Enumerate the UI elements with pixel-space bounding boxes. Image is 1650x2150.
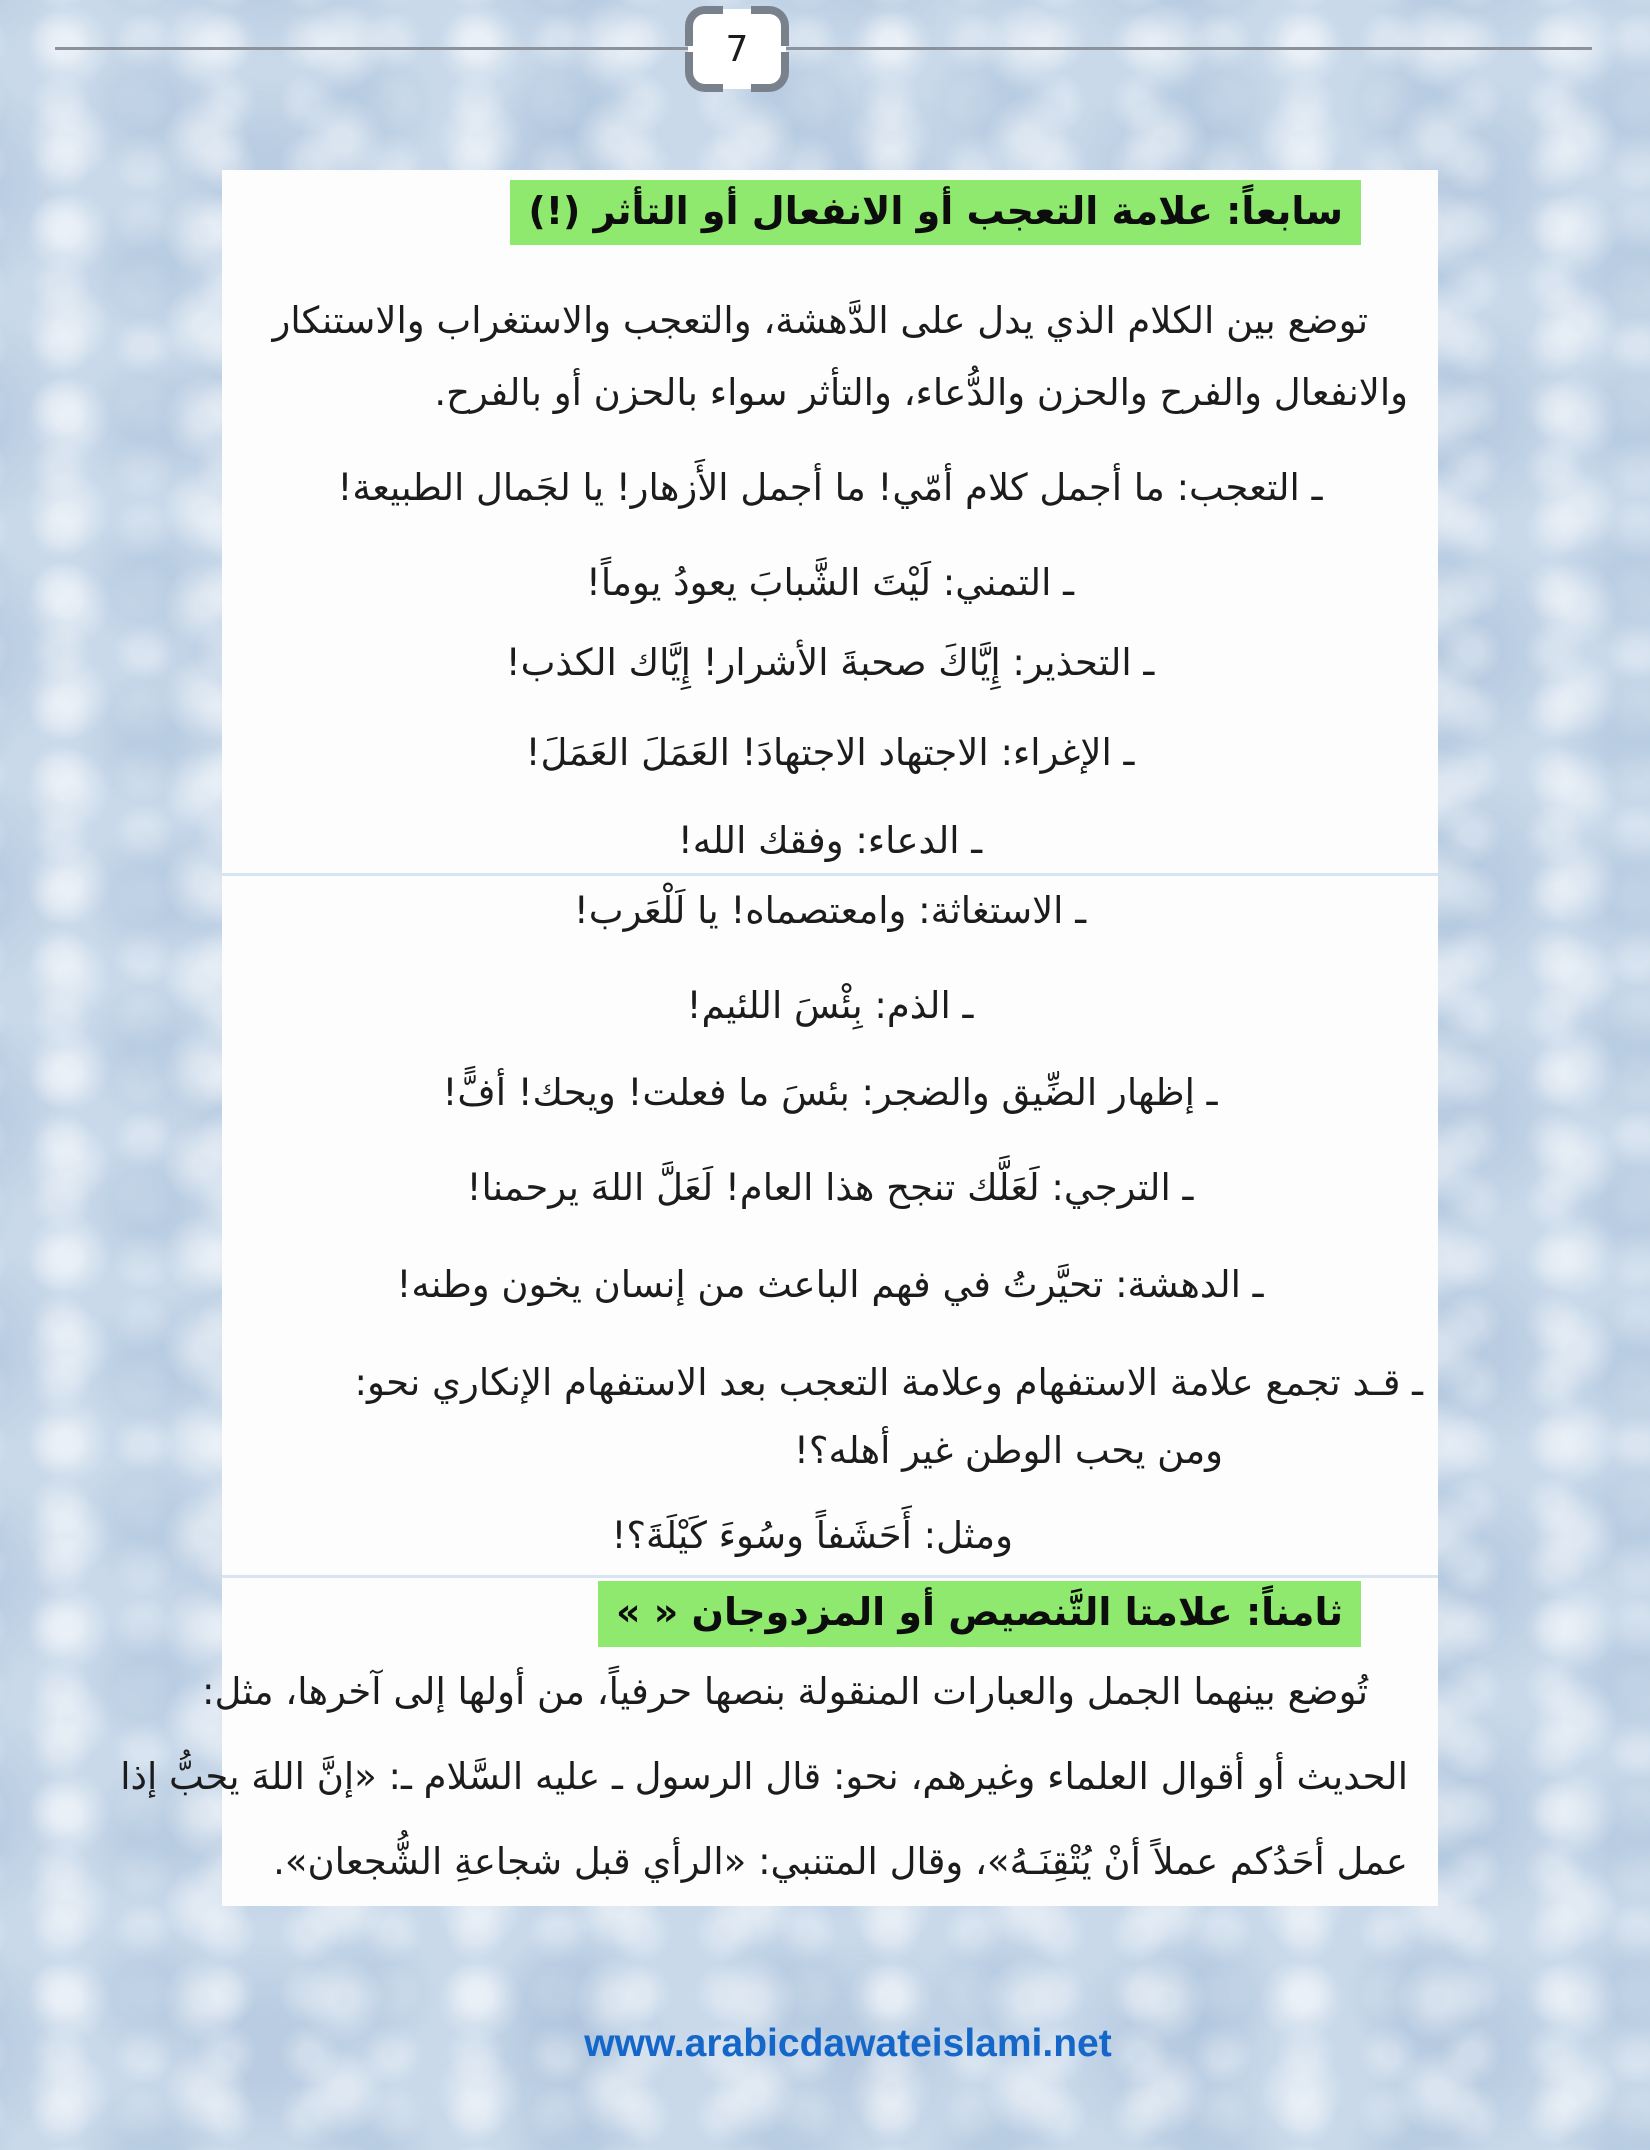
- intro-line: توضع بين الكلام الذي يدل على الدَّهشة، والتعجب والاستغراب والاستنكار: [272, 299, 1368, 343]
- bracket-corner-icon: [751, 52, 789, 92]
- page-number-box: [688, 9, 786, 89]
- example-line-tarajji: ـ الترجي: لَعَلَّك تنجح هذا العام! لَعَلَّ اللهَ يرحمنا!: [466, 1166, 1194, 1210]
- section7-heading: سابعاً: علامة التعجب أو الانفعال أو التأثر (!): [510, 180, 1361, 245]
- bracket-corner-icon: [751, 6, 789, 46]
- top-rule: [55, 47, 1592, 50]
- intro-line: والانفعال والفرح والحزن والدُّعاء، والتأثر سواء بالحزن أو بالفرح.: [434, 371, 1408, 415]
- example-line-duaa: ـ الدعاء: وفقك الله!: [677, 819, 983, 863]
- example-line-taajjub: ـ التعجب: ما أجمل كلام أمّي! ما أجمل الأَزهار! يا لجَمال الطبيعة!: [337, 466, 1323, 510]
- section8-body-line: الحديث أو أقوال العلماء وغيرهم، نحو: قال الرسول ـ عليه السَّلام ـ: «إنَّ اللهَ يحبُّ إذا: [120, 1754, 1408, 1798]
- note-example-line: ومن يحب الوطن غير أهله؟!: [794, 1429, 1223, 1473]
- example-line-dayq: ـ إظهار الضِّيق والضجر: بئسَ ما فعلت! ويحك! أفًّ!: [442, 1071, 1218, 1115]
- note-line: ـ قـد تجمع علامة الاستفهام وعلامة التعجب بعد الاستفهام الإنكاري نحو:: [354, 1361, 1423, 1405]
- note-example-line: ومثل: أَحَشَفاً وسُوءَ كَيْلَةَ؟!: [611, 1514, 1013, 1558]
- example-line-tamanni: ـ التمني: لَيْتَ الشَّبابَ يعودُ يوماً!: [586, 561, 1074, 605]
- page-number: 7: [725, 28, 749, 70]
- footer-url: www.arabicdawateislami.net: [584, 2022, 1112, 2065]
- example-line-ighraa: ـ الإغراء: الاجتهاد الاجتهادَ! العَمَلَ العَمَلَ!: [525, 731, 1135, 775]
- bracket-corner-icon: [685, 52, 723, 92]
- section7-heading-row: [222, 180, 1438, 245]
- example-line-istighatha: ـ الاستغاثة: وامعتصماه! يا لَلْعَرب!: [573, 889, 1087, 933]
- section8-body-line: عمل أحَدُكم عملاً أنْ يُتْقِنَـهُ»، وقال المتنبي: «الرأي قبل شجاعةِ الشُّجعان».: [273, 1839, 1408, 1883]
- section8-body-line: تُوضع بينهما الجمل والعبارات المنقولة بنصها حرفياً، من أولها إلى آخرها، مثل:: [202, 1669, 1368, 1713]
- section8-heading-row: [222, 1581, 1438, 1646]
- scan-seam: [222, 1575, 1438, 1578]
- example-line-dahsha: ـ الدهشة: تحيَّرتُ في فهم الباعث من إنسان يخون وطنه!: [396, 1263, 1264, 1307]
- section8-heading: ثامناً: علامتا التَّنصيص أو المزدوجان « »: [598, 1581, 1361, 1646]
- bracket-corner-icon: [685, 6, 723, 46]
- content-card: [120, 170, 1438, 1906]
- example-line-dham: ـ الذم: بِئْسَ اللئيم!: [686, 984, 974, 1028]
- example-line-tahdhir: ـ التحذير: إِيَّاكَ صحبةَ الأشرار! إِيَّاك الكذب!: [505, 641, 1155, 685]
- scan-seam: [222, 873, 1438, 876]
